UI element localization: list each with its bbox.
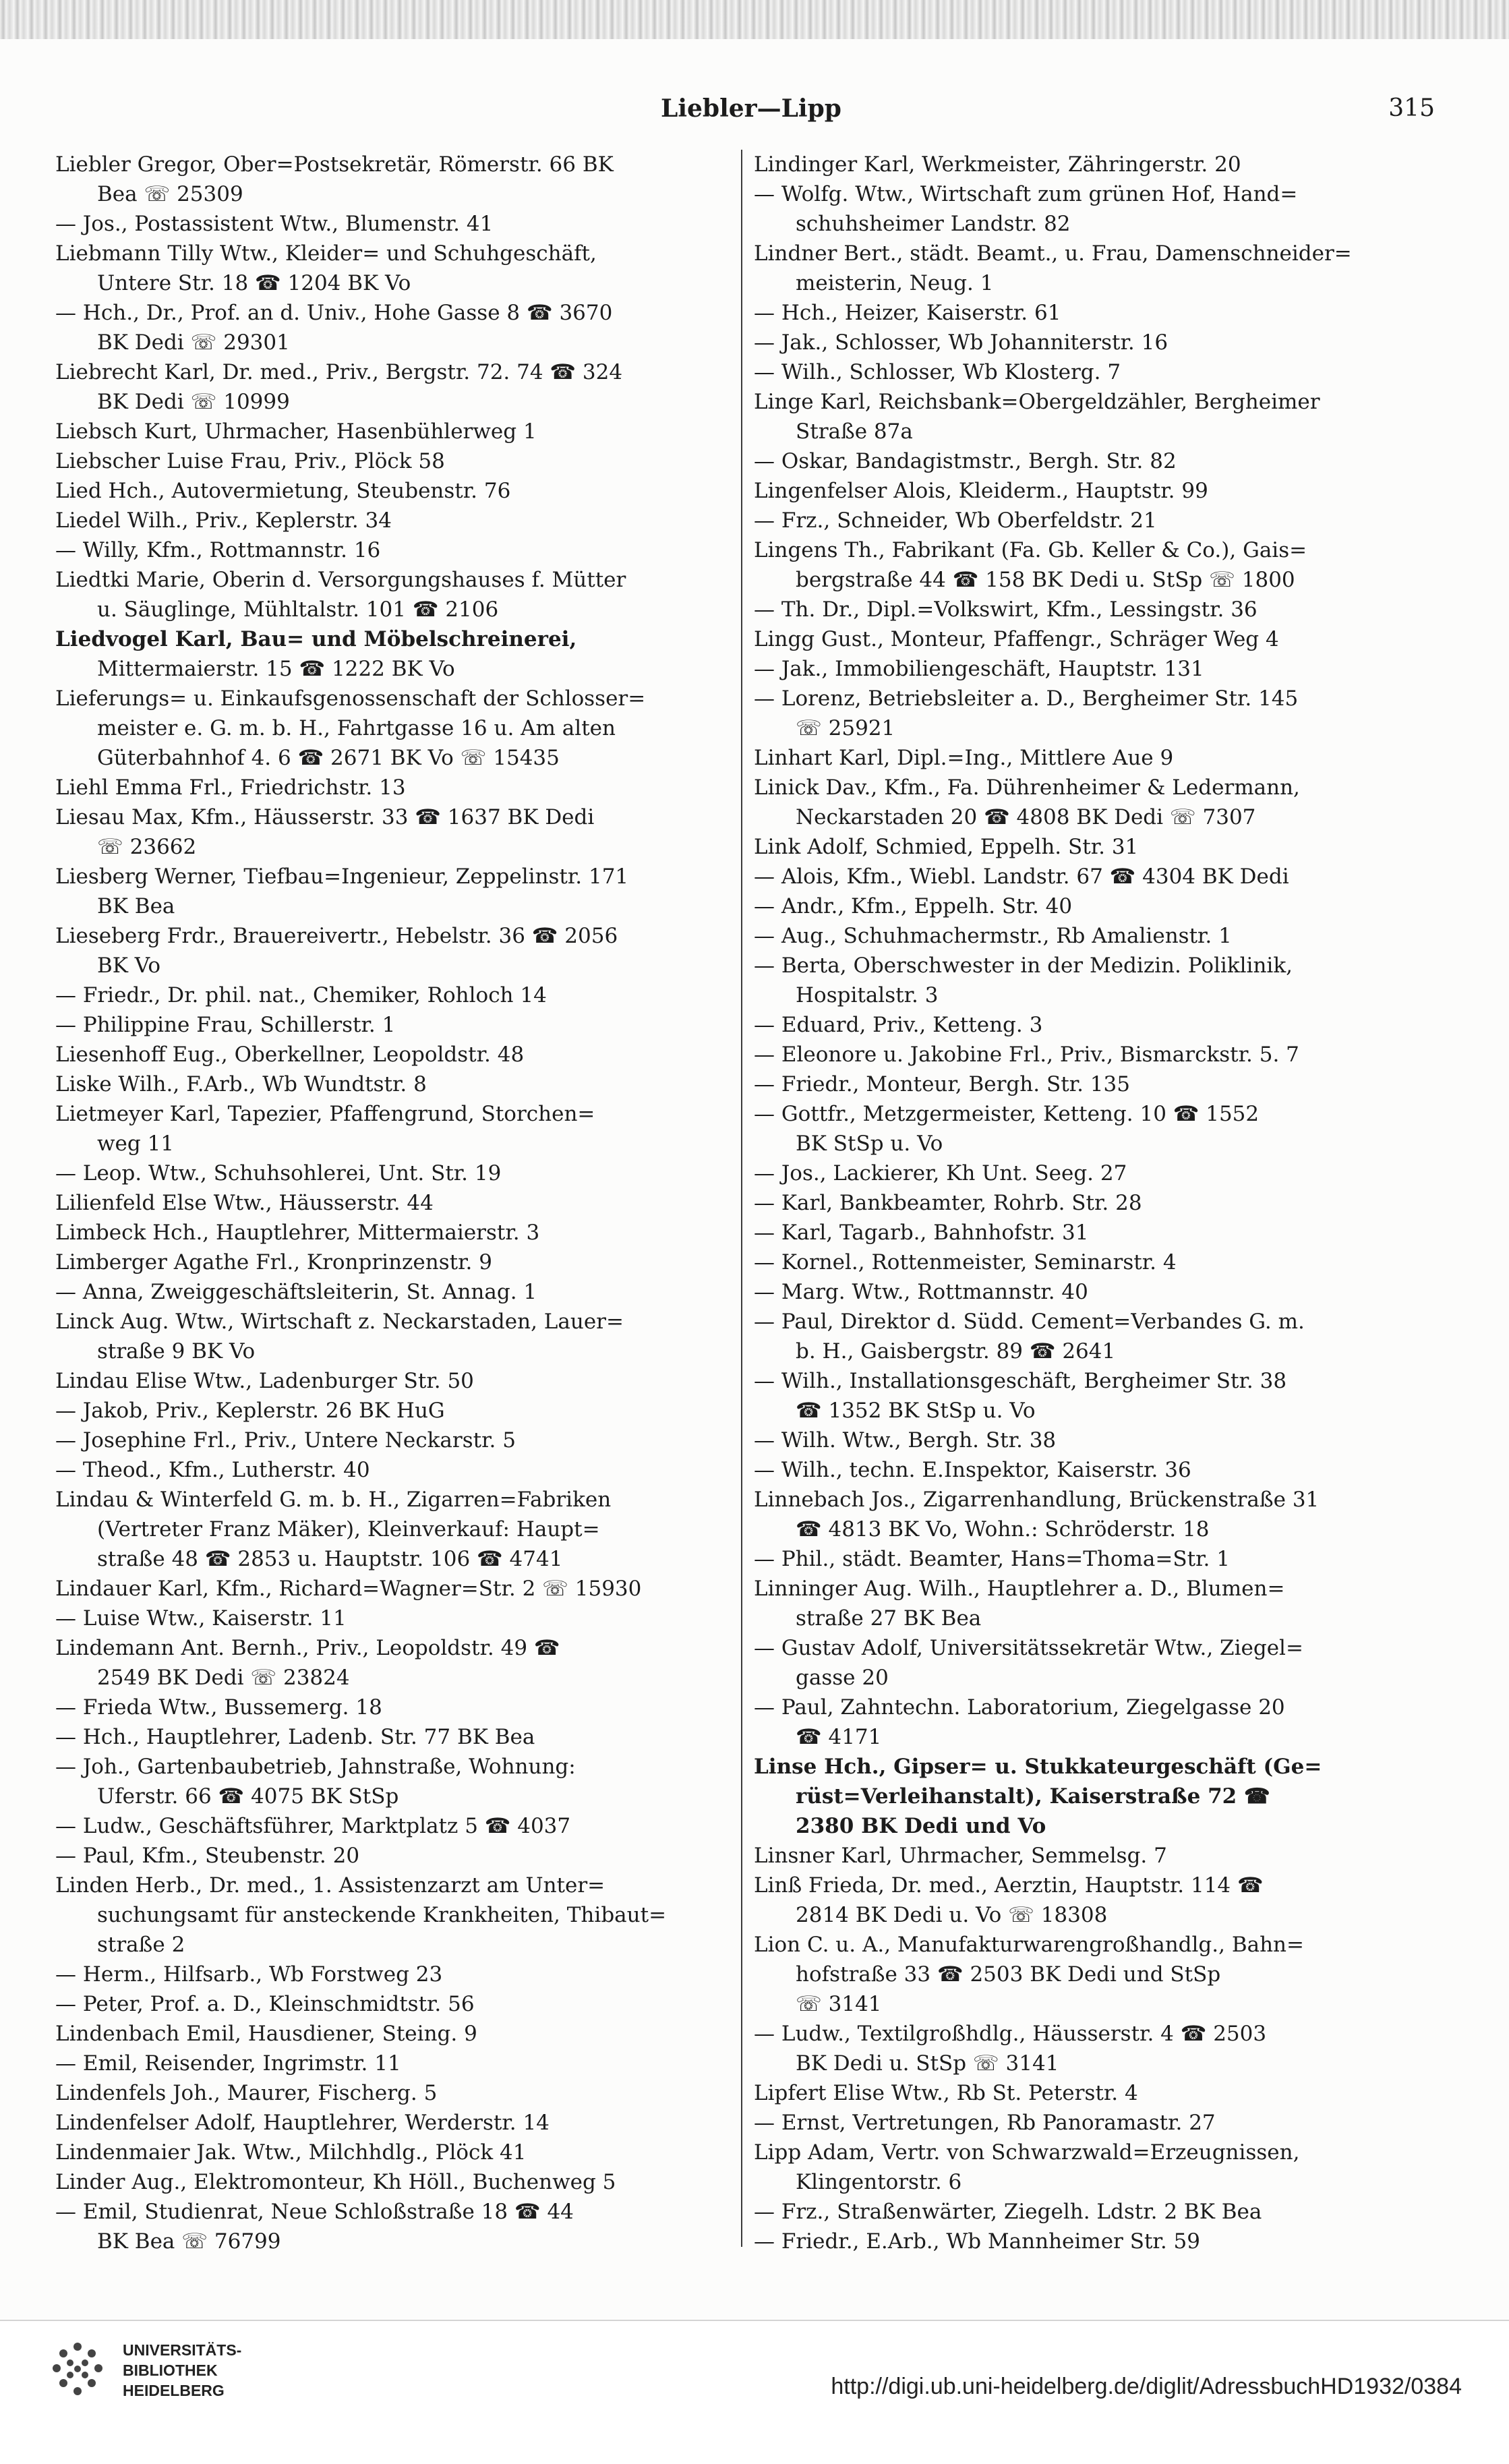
directory-entry-continuation: BK Bea bbox=[97, 894, 175, 918]
directory-entry: Lipfert Elise Wtw., Rb St. Peterstr. 4 bbox=[754, 2081, 1138, 2105]
directory-entry-continuation: BK Bea ☏ 76799 bbox=[97, 2229, 281, 2254]
directory-entry: Linse Hch., Gipser= u. Stukkateurgeschäft (Ge= bbox=[754, 1755, 1322, 1779]
directory-entry-continuation: straße 27 BK Bea bbox=[796, 1606, 982, 1631]
directory-entry: Lipp Adam, Vertr. von Schwarzwald=Erzeugnissen, bbox=[754, 2140, 1300, 2165]
directory-entry: — Eleonore u. Jakobine Frl., Priv., Bismarckstr. 5. 7 bbox=[754, 1043, 1299, 1067]
directory-entry: — Jak., Schlosser, Wb Johanniterstr. 16 bbox=[754, 330, 1168, 355]
directory-entry: Limbeck Hch., Hauptlehrer, Mittermaierstr. 3 bbox=[55, 1221, 540, 1245]
directory-entry: Lilienfeld Else Wtw., Häusserstr. 44 bbox=[55, 1191, 434, 1215]
directory-entry-continuation: u. Säuglinge, Mühltalstr. 101 ☎ 2106 bbox=[97, 597, 499, 622]
directory-entry: — Ernst, Vertretungen, Rb Panoramastr. 27 bbox=[754, 2111, 1216, 2135]
directory-entry: — Ludw., Textilgroßhdlg., Häusserstr. 4 ☎ 2503 bbox=[754, 2022, 1267, 2046]
directory-entry: Linder Aug., Elektromonteur, Kh Höll., Buchenweg 5 bbox=[55, 2170, 616, 2194]
directory-entry: Lindner Bert., städt. Beamt., u. Frau, Damenschneider= bbox=[754, 241, 1352, 266]
directory-entry-continuation: ☏ 3141 bbox=[796, 1992, 882, 2016]
directory-entry-continuation: BK Dedi u. StSp ☏ 3141 bbox=[796, 2051, 1059, 2076]
left-column bbox=[55, 150, 736, 2256]
directory-entry-continuation: straße 2 bbox=[97, 1933, 185, 1957]
right-column bbox=[754, 150, 1435, 2256]
directory-entry-continuation: Neckarstaden 20 ☎ 4808 BK Dedi ☏ 7307 bbox=[796, 805, 1256, 829]
directory-entry-continuation: straße 48 ☎ 2853 u. Hauptstr. 106 ☎ 4741 bbox=[97, 1547, 563, 1571]
directory-entry-continuation: BK Dedi ☏ 10999 bbox=[97, 390, 290, 414]
directory-entry: — Berta, Oberschwester in der Medizin. Poliklinik, bbox=[754, 954, 1293, 978]
directory-entry-continuation: straße 9 BK Vo bbox=[97, 1339, 256, 1363]
directory-entry: — Paul, Zahntechn. Laboratorium, Ziegelgasse 20 bbox=[754, 1695, 1285, 1720]
directory-entry-continuation: bergstraße 44 ☎ 158 BK Dedi u. StSp ☏ 1800 bbox=[796, 568, 1295, 592]
directory-entry-continuation: gasse 20 bbox=[796, 1666, 889, 1690]
directory-entry: Lindenbach Emil, Hausdiener, Steing. 9 bbox=[55, 2022, 477, 2046]
directory-entry: — Friedr., E.Arb., Wb Mannheimer Str. 59 bbox=[754, 2229, 1200, 2254]
directory-entry: Lindinger Karl, Werkmeister, Zähringerstr. 20 bbox=[754, 152, 1241, 177]
library-name-line: UNIVERSITÄTS- bbox=[123, 2341, 242, 2359]
directory-entry: — Marg. Wtw., Rottmannstr. 40 bbox=[754, 1280, 1088, 1304]
directory-entry: Liebmann Tilly Wtw., Kleider= und Schuhgeschäft, bbox=[55, 241, 597, 266]
directory-entry: Liesenhoff Eug., Oberkellner, Leopoldstr. 48 bbox=[55, 1043, 525, 1067]
directory-entry: Liesau Max, Kfm., Häusserstr. 33 ☎ 1637 BK Dedi bbox=[55, 805, 595, 829]
directory-entry-continuation: 2549 BK Dedi ☏ 23824 bbox=[97, 1666, 350, 1690]
directory-entry: — Herm., Hilfsarb., Wb Forstweg 23 bbox=[55, 1962, 443, 1987]
directory-entry: Linick Dav., Kfm., Fa. Dührenheimer & Ledermann, bbox=[754, 775, 1300, 800]
directory-entry-continuation: (Vertreter Franz Mäker), Kleinverkauf: Haupt= bbox=[97, 1517, 600, 1542]
column-divider bbox=[741, 150, 742, 2247]
directory-entry-continuation: Hospitalstr. 3 bbox=[796, 983, 939, 1007]
library-name-line: BIBLIOTHEK bbox=[123, 2362, 218, 2379]
directory-entry: — Willy, Kfm., Rottmannstr. 16 bbox=[55, 538, 381, 562]
directory-entry: — Oskar, Bandagistmstr., Bergh. Str. 82 bbox=[754, 449, 1177, 473]
directory-entry: — Gustav Adolf, Universitätssekretär Wtw., Ziegel= bbox=[754, 1636, 1303, 1660]
running-head bbox=[0, 94, 1509, 128]
directory-entry: Liebsch Kurt, Uhrmacher, Hasenbühlerweg 1 bbox=[55, 419, 537, 444]
directory-entry: Linden Herb., Dr. med., 1. Assistenzarzt am Unter= bbox=[55, 1873, 605, 1898]
directory-entry: — Theod., Kfm., Lutherstr. 40 bbox=[55, 1458, 370, 1482]
directory-entry: Liesberg Werner, Tiefbau=Ingenieur, Zeppelinstr. 171 bbox=[55, 864, 629, 889]
footer bbox=[0, 2320, 1509, 2464]
directory-entry-continuation: b. H., Gaisbergstr. 89 ☎ 2641 bbox=[796, 1339, 1116, 1363]
directory-entry: Liebscher Luise Frau, Priv., Plöck 58 bbox=[55, 449, 445, 473]
directory-entry: — Aug., Schuhmachermstr., Rb Amalienstr. 1 bbox=[754, 924, 1232, 948]
directory-entry: — Wilh., techn. E.Inspektor, Kaiserstr. 36 bbox=[754, 1458, 1191, 1482]
directory-entry: Liedvogel Karl, Bau= und Möbelschreinerei, bbox=[55, 627, 577, 651]
scan-edge bbox=[0, 0, 1509, 39]
directory-entry-continuation: weg 11 bbox=[97, 1132, 175, 1156]
directory-entry: — Frieda Wtw., Bussemerg. 18 bbox=[55, 1695, 382, 1720]
directory-entry: Liedtki Marie, Oberin d. Versorgungshauses f. Mütter bbox=[55, 568, 626, 592]
directory-entry: Lieferungs= u. Einkaufsgenossenschaft der Schlosser= bbox=[55, 686, 646, 711]
directory-entry: — Frz., Schneider, Wb Oberfeldstr. 21 bbox=[754, 508, 1157, 533]
library-logo-icon bbox=[47, 2340, 108, 2401]
directory-entry: — Friedr., Monteur, Bergh. Str. 135 bbox=[754, 1072, 1130, 1096]
directory-entry-continuation: meisterin, Neug. 1 bbox=[796, 271, 994, 295]
directory-entry-continuation: ☎ 1352 BK StSp u. Vo bbox=[796, 1399, 1036, 1423]
directory-entry: — Th. Dr., Dipl.=Volkswirt, Kfm., Lessingstr. 36 bbox=[754, 597, 1258, 622]
directory-entry-continuation: hofstraße 33 ☎ 2503 BK Dedi und StSp bbox=[796, 1962, 1221, 1987]
directory-entry: Lieseberg Frdr., Brauereivertr., Hebelstr. 36 ☎ 2056 bbox=[55, 924, 618, 948]
directory-entry: Lingens Th., Fabrikant (Fa. Gb. Keller & Co.), Gais= bbox=[754, 538, 1307, 562]
directory-entry-continuation: Klingentorstr. 6 bbox=[796, 2170, 962, 2194]
directory-entry: Liebler Gregor, Ober=Postsekretär, Römerstr. 66 BK bbox=[55, 152, 614, 177]
directory-entry: Lindenfelser Adolf, Hauptlehrer, Werderstr. 14 bbox=[55, 2111, 550, 2135]
directory-entry: — Andr., Kfm., Eppelh. Str. 40 bbox=[754, 894, 1073, 918]
directory-entry: — Philippine Frau, Schillerstr. 1 bbox=[55, 1013, 396, 1037]
directory-entry-continuation: 2380 BK Dedi und Vo bbox=[796, 1814, 1046, 1838]
directory-entry: — Emil, Reisender, Ingrimstr. 11 bbox=[55, 2051, 401, 2076]
directory-entry: — Paul, Direktor d. Südd. Cement=Verbandes G. m. bbox=[754, 1310, 1305, 1334]
directory-entry: — Hch., Heizer, Kaiserstr. 61 bbox=[754, 301, 1061, 325]
directory-entry-continuation: ☏ 25921 bbox=[796, 716, 895, 740]
directory-entry: Linß Frieda, Dr. med., Aerztin, Hauptstr. 114 ☎ bbox=[754, 1873, 1264, 1898]
directory-entry: — Jos., Lackierer, Kh Unt. Seeg. 27 bbox=[754, 1161, 1127, 1185]
directory-entry: — Josephine Frl., Priv., Untere Neckarstr. 5 bbox=[55, 1428, 516, 1453]
directory-entry: — Karl, Bankbeamter, Rohrb. Str. 28 bbox=[754, 1191, 1142, 1215]
directory-entry-continuation: Straße 87a bbox=[796, 419, 913, 444]
directory-entry: Linck Aug. Wtw., Wirtschaft z. Neckarstaden, Lauer= bbox=[55, 1310, 624, 1334]
directory-entry: — Anna, Zweiggeschäftsleiterin, St. Annag. 1 bbox=[55, 1280, 537, 1304]
directory-entry: — Joh., Gartenbaubetrieb, Jahnstraße, Wohnung: bbox=[55, 1755, 576, 1779]
directory-entry-continuation: schuhsheimer Landstr. 82 bbox=[796, 212, 1071, 236]
directory-entry-continuation: Bea ☏ 25309 bbox=[97, 182, 243, 206]
directory-entry: — Jak., Immobiliengeschäft, Hauptstr. 131 bbox=[754, 657, 1204, 681]
directory-entry-continuation: Untere Str. 18 ☎ 1204 BK Vo bbox=[97, 271, 411, 295]
directory-entry: Liehl Emma Frl., Friedrichstr. 13 bbox=[55, 775, 406, 800]
directory-entry: — Frz., Straßenwärter, Ziegelh. Ldstr. 2 BK Bea bbox=[754, 2200, 1262, 2224]
directory-entry: — Alois, Kfm., Wiebl. Landstr. 67 ☎ 4304 BK Dedi bbox=[754, 864, 1289, 889]
directory-entry-continuation: meister e. G. m. b. H., Fahrtgasse 16 u. Am alten bbox=[97, 716, 616, 740]
directory-entry-continuation: ☏ 23662 bbox=[97, 835, 197, 859]
directory-entry-continuation: Mittermaierstr. 15 ☎ 1222 BK Vo bbox=[97, 657, 455, 681]
directory-entry-continuation: BK Dedi ☏ 29301 bbox=[97, 330, 290, 355]
directory-entry: Lindauer Karl, Kfm., Richard=Wagner=Str. 2 ☏ 15930 bbox=[55, 1577, 642, 1601]
directory-entry: — Leop. Wtw., Schuhsohlerei, Unt. Str. 19 bbox=[55, 1161, 502, 1185]
directory-entry: — Hch., Hauptlehrer, Ladenb. Str. 77 BK Bea bbox=[55, 1725, 535, 1749]
directory-entry: Liebrecht Karl, Dr. med., Priv., Bergstr. 72. 74 ☎ 324 bbox=[55, 360, 623, 384]
directory-entry: — Wilh. Wtw., Bergh. Str. 38 bbox=[754, 1428, 1057, 1453]
directory-entry: — Wolfg. Wtw., Wirtschaft zum grünen Hof, Hand= bbox=[754, 182, 1298, 206]
directory-entry-continuation: suchungsamt für ansteckende Krankheiten, Thibaut= bbox=[97, 1903, 667, 1927]
directory-entry: — Friedr., Dr. phil. nat., Chemiker, Rohloch 14 bbox=[55, 983, 547, 1007]
running-title: Liebler—Lipp bbox=[661, 94, 841, 123]
directory-entry: Lied Hch., Autovermietung, Steubenstr. 76 bbox=[55, 479, 511, 503]
directory-entry: Linninger Aug. Wilh., Hauptlehrer a. D., Blumen= bbox=[754, 1577, 1285, 1601]
directory-entry: — Ludw., Geschäftsführer, Marktplatz 5 ☎ 4037 bbox=[55, 1814, 571, 1838]
footer-divider bbox=[0, 2320, 1509, 2321]
directory-entry: Lindemann Ant. Bernh., Priv., Leopoldstr. 49 ☎ bbox=[55, 1636, 560, 1660]
directory-entry-continuation: 2814 BK Dedi u. Vo ☏ 18308 bbox=[796, 1903, 1108, 1927]
directory-entry: — Kornel., Rottenmeister, Seminarstr. 4 bbox=[754, 1250, 1177, 1274]
library-name bbox=[123, 2340, 241, 2401]
source-url[interactable]: http://digi.ub.uni-heidelberg.de/diglit/AdressbuchHD1932/0384 bbox=[831, 2374, 1462, 2399]
directory-entry: — Luise Wtw., Kaiserstr. 11 bbox=[55, 1606, 347, 1631]
directory-entry: Limberger Agathe Frl., Kronprinzenstr. 9 bbox=[55, 1250, 492, 1274]
directory-entry-continuation: BK StSp u. Vo bbox=[796, 1132, 943, 1156]
directory-entry: — Peter, Prof. a. D., Kleinschmidtstr. 56 bbox=[55, 1992, 475, 2016]
directory-entry: Linsner Karl, Uhrmacher, Semmelsg. 7 bbox=[754, 1844, 1167, 1868]
directory-entry-continuation: rüst=Verleihanstalt), Kaiserstraße 72 ☎ bbox=[796, 1784, 1270, 1809]
directory-entry-continuation: Güterbahnhof 4. 6 ☎ 2671 BK Vo ☏ 15435 bbox=[97, 746, 560, 770]
directory-entry: — Paul, Kfm., Steubenstr. 20 bbox=[55, 1844, 360, 1868]
directory-entry-continuation: BK Vo bbox=[97, 954, 160, 978]
directory-entry: Lietmeyer Karl, Tapezier, Pfaffengrund, Storchen= bbox=[55, 1102, 595, 1126]
directory-entry: — Eduard, Priv., Ketteng. 3 bbox=[754, 1013, 1043, 1037]
directory-entry: Linge Karl, Reichsbank=Obergeldzähler, Bergheimer bbox=[754, 390, 1320, 414]
directory-entry: — Lorenz, Betriebsleiter a. D., Bergheimer Str. 145 bbox=[754, 686, 1299, 711]
directory-entry: Lindau & Winterfeld G. m. b. H., Zigarren=Fabriken bbox=[55, 1488, 612, 1512]
page-number: 315 bbox=[1388, 94, 1435, 122]
directory-entry: Lingg Gust., Monteur, Pfaffengr., Schräger Weg 4 bbox=[754, 627, 1279, 651]
directory-entry: Lindau Elise Wtw., Ladenburger Str. 50 bbox=[55, 1369, 474, 1393]
directory-entry: — Hch., Dr., Prof. an d. Univ., Hohe Gasse 8 ☎ 3670 bbox=[55, 301, 613, 325]
directory-entry: — Phil., städt. Beamter, Hans=Thoma=Str. 1 bbox=[754, 1547, 1230, 1571]
directory-entry: Linnebach Jos., Zigarrenhandlung, Brückenstraße 31 bbox=[754, 1488, 1320, 1512]
directory-entry: Linhart Karl, Dipl.=Ing., Mittlere Aue 9 bbox=[754, 746, 1174, 770]
directory-entry: — Jos., Postassistent Wtw., Blumenstr. 41 bbox=[55, 212, 494, 236]
directory-entry: Liske Wilh., F.Arb., Wb Wundtstr. 8 bbox=[55, 1072, 427, 1096]
directory-entry: — Wilh., Schlosser, Wb Klosterg. 7 bbox=[754, 360, 1121, 384]
directory-entry: Lindenfels Joh., Maurer, Fischerg. 5 bbox=[55, 2081, 438, 2105]
directory-entry: Lion C. u. A., Manufakturwarengroßhandlg., Bahn= bbox=[754, 1933, 1304, 1957]
directory-entry-continuation: ☎ 4171 bbox=[796, 1725, 882, 1749]
directory-entry: Liedel Wilh., Priv., Keplerstr. 34 bbox=[55, 508, 392, 533]
directory-entry: — Emil, Studienrat, Neue Schloßstraße 18 ☎ 44 bbox=[55, 2200, 574, 2224]
directory-entry-continuation: Uferstr. 66 ☎ 4075 BK StSp bbox=[97, 1784, 399, 1809]
directory-entry-continuation: ☎ 4813 BK Vo, Wohn.: Schröderstr. 18 bbox=[796, 1517, 1210, 1542]
directory-entry: — Karl, Tagarb., Bahnhofstr. 31 bbox=[754, 1221, 1089, 1245]
directory-entry: Lingenfelser Alois, Kleiderm., Hauptstr. 99 bbox=[754, 479, 1208, 503]
directory-entry: — Gottfr., Metzgermeister, Ketteng. 10 ☎ 1552 bbox=[754, 1102, 1260, 1126]
library-name-line: HEIDELBERG bbox=[123, 2382, 225, 2399]
directory-entry: — Wilh., Installationsgeschäft, Bergheimer Str. 38 bbox=[754, 1369, 1287, 1393]
directory-entry: — Jakob, Priv., Keplerstr. 26 BK HuG bbox=[55, 1399, 445, 1423]
directory-entry: Link Adolf, Schmied, Eppelh. Str. 31 bbox=[754, 835, 1139, 859]
directory-entry: Lindenmaier Jak. Wtw., Milchhdlg., Plöck 41 bbox=[55, 2140, 527, 2165]
